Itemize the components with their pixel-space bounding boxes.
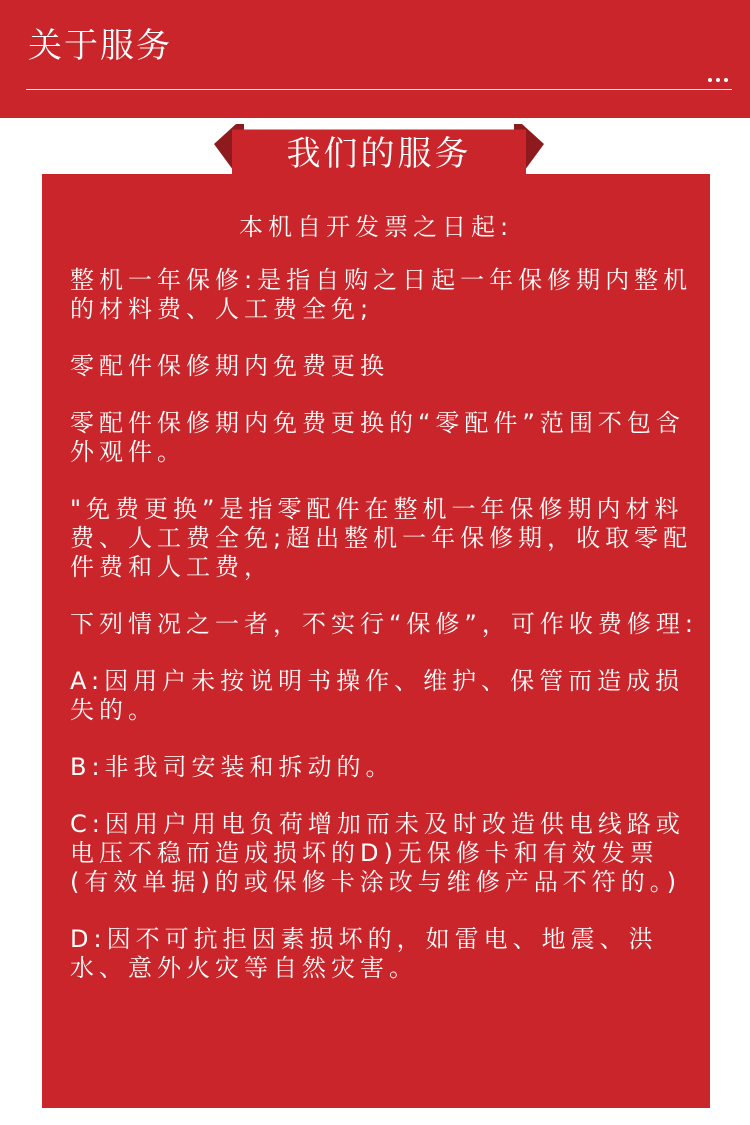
paragraph: D:因不可抗拒因素损坏的，如雷电、地震、洪水、意外火灾等自然灾害。 bbox=[70, 925, 658, 982]
service-content-panel bbox=[42, 174, 710, 1108]
paragraph: 零配件保修期内免费更换的“零配件”范围不包含外观件。 bbox=[70, 409, 685, 466]
paragraph: B:非我司安装和拆动的。 bbox=[70, 753, 395, 781]
dot-icon bbox=[716, 78, 720, 82]
dot-icon bbox=[708, 78, 712, 82]
banner-title: 我们的服务 bbox=[286, 134, 472, 174]
intro-text: 本机自开发票之日起: bbox=[238, 213, 514, 241]
dot-icon bbox=[724, 78, 728, 82]
paragraph: "免费更换”是指零配件在整机一年保修期内材料费、人工费全免;超出整机一年保修期，收取零配件费和人工费， bbox=[70, 495, 693, 581]
paragraph: 零配件保修期内免费更换 bbox=[70, 352, 389, 380]
paragraph: 下列情况之一者，不实行“保修”，可作收费修理: bbox=[70, 610, 698, 638]
header-divider bbox=[26, 89, 732, 90]
header-bar bbox=[0, 0, 750, 118]
dots-decoration-icon bbox=[708, 78, 728, 82]
paragraph-list bbox=[70, 266, 700, 1011]
paragraph: C:因用户用电负荷增加而未及时改造供电线路或电压不稳而造成损坏的D)无保修卡和有效发票(有效单据)的或保修卡涂改与维修产品不符的。) bbox=[70, 810, 685, 896]
paragraph: A:因用户未按说明书操作、维护、保管而造成损失的。 bbox=[70, 667, 685, 724]
paragraph: 整机一年保修:是指自购之日起一年保修期内整机的材料费、人工费全免; bbox=[70, 266, 693, 323]
page-title: 关于服务 bbox=[28, 26, 172, 66]
